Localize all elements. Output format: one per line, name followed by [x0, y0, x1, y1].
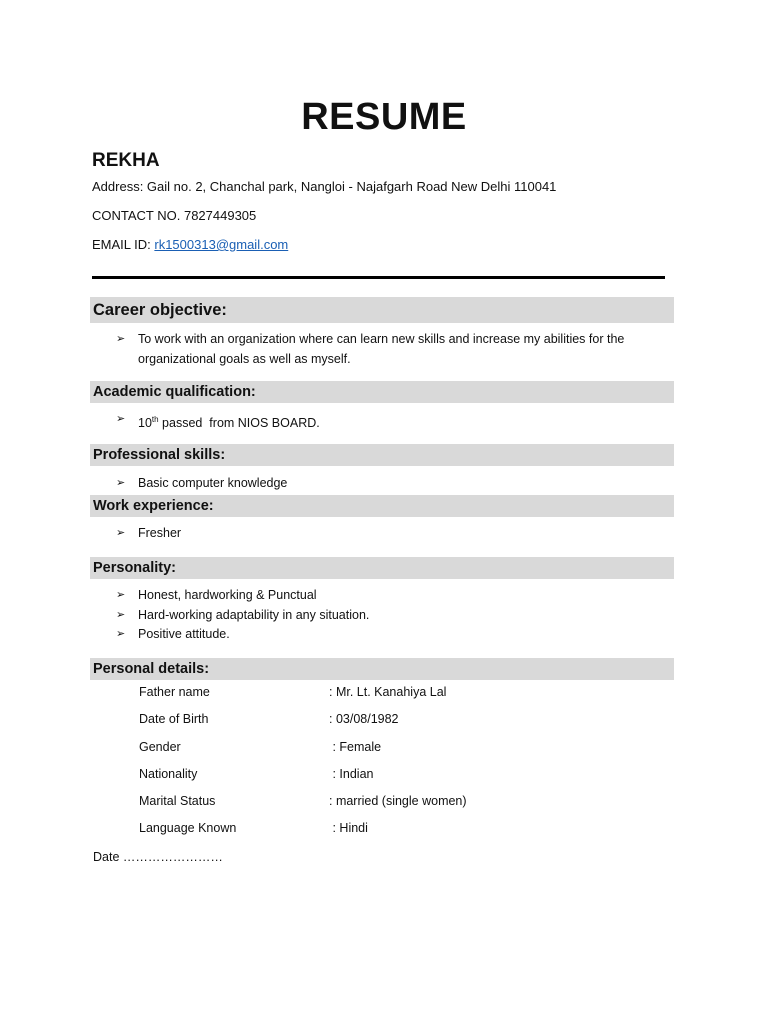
detail-value: : Indian	[329, 766, 374, 781]
section-heading-personality: Personality:	[90, 557, 674, 579]
arrow-bullet-icon: ➢	[116, 589, 126, 601]
detail-label: Marital Status	[139, 794, 216, 809]
section-heading-personal: Personal details:	[90, 658, 674, 680]
list-item: ➢ Honest, hardworking & Punctual	[116, 586, 676, 606]
detail-value: : married (single women)	[329, 794, 467, 809]
arrow-bullet-icon: ➢	[116, 527, 126, 539]
address-line: Address: Gail no. 2, Chanchal park, Nangloi - Najafgarh Road New Delhi 110041	[92, 179, 557, 194]
detail-label: Nationality	[139, 766, 198, 781]
detail-value: : Mr. Lt. Kanahiya Lal	[329, 685, 447, 699]
detail-value: : Female	[329, 739, 382, 754]
list-item: ➢ 10th passed from NIOS BOARD.	[116, 410, 676, 434]
detail-value: : Hindi	[329, 821, 368, 836]
section-heading-skills: Professional skills:	[90, 444, 674, 466]
candidate-name: REKHA	[92, 150, 160, 171]
detail-label: Date of Birth	[139, 712, 209, 727]
list-item: ➢ Positive attitude.	[116, 625, 676, 645]
arrow-bullet-icon: ➢	[116, 477, 126, 489]
header-divider	[92, 276, 665, 279]
personality-list	[116, 586, 676, 645]
work-list	[116, 524, 676, 544]
date-line: Date ……………………	[93, 850, 223, 864]
page-title: RESUME	[301, 96, 467, 138]
section-heading-academic: Academic qualification:	[90, 381, 674, 403]
detail-label: Language Known	[139, 821, 237, 836]
list-item: ➢ Fresher	[116, 524, 676, 544]
arrow-bullet-icon: ➢	[116, 333, 126, 345]
arrow-bullet-icon: ➢	[116, 628, 126, 640]
academic-list	[116, 410, 676, 434]
email-label: EMAIL ID:	[92, 237, 155, 252]
contact-number: CONTACT NO. 7827449305	[92, 208, 257, 223]
email-line	[92, 237, 288, 252]
detail-value: : 03/08/1982	[329, 712, 399, 727]
email-link[interactable]: rk1500313@gmail.com	[154, 237, 289, 252]
arrow-bullet-icon: ➢	[116, 608, 126, 621]
arrow-bullet-icon: ➢	[116, 413, 126, 425]
skills-list	[116, 474, 676, 494]
list-item: ➢ Hard-working adaptability in any situation.	[116, 606, 676, 626]
list-item: ➢ Basic computer knowledge	[116, 474, 676, 494]
list-item: ➢ To work with an organization where can learn new skills and increase my abilities for the organizational goals as well as myself.	[116, 332, 625, 366]
detail-label: Father name	[139, 685, 210, 699]
section-heading-career: Career objective:	[90, 297, 674, 323]
detail-label: Gender	[139, 739, 181, 754]
section-heading-work: Work experience:	[90, 495, 674, 517]
career-list	[116, 330, 676, 369]
